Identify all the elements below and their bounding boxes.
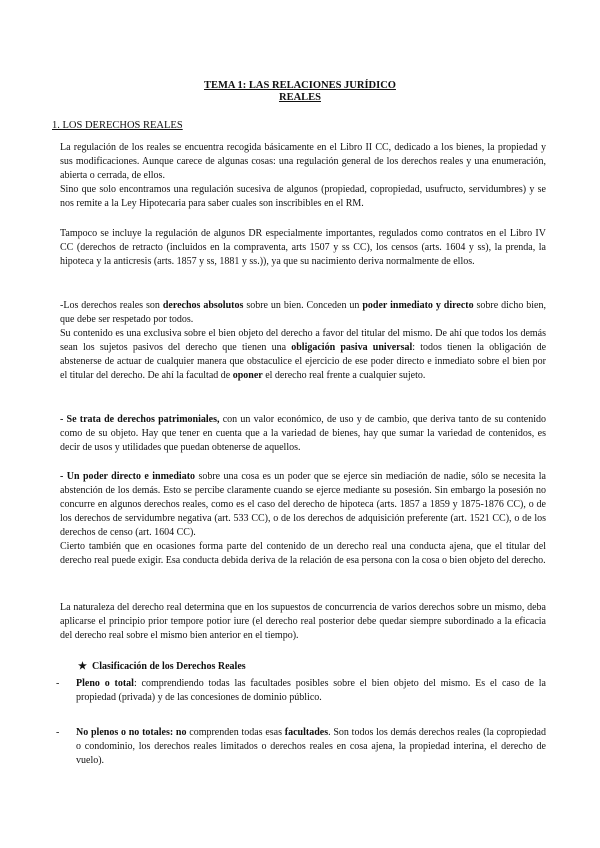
paragraph-text: La regulación de los reales se encuentra recogida básicamente en el Libro II CC, dedicado a los bienes, la propiedad y sus modificaciones. Aunque carece de algunas cosas: una regulación general de los derechos reales y una enumeración, abierta o cerrada, de ellos.: [60, 142, 546, 181]
paragraph-text: -Los derechos reales son derechos absolutos sobre un bien. Conceden un poder inmediato y directo sobre dicho bien, que debe ser respetado por todos.: [60, 300, 546, 325]
dash-icon: -: [56, 678, 60, 689]
paragraph-text: Sino que solo encontramos una regulación sucesiva de algunos (propiedad, copropiedad, usufructo, servidumbres) y se nos remite a la Ley Hipotecaria para saber cuales son inscribibles en el RM.: [60, 184, 546, 209]
list-item: [56, 677, 546, 705]
document-title: TEMA 1: LAS RELACIONES JURÍDICO: [204, 80, 396, 91]
paragraph-text: - Se trata de derechos patrimoniales, con un valor económico, de uso y de cambio, que deriva tanto de su contenido como de su objeto. Hay que tener en cuenta que a la variedad de bienes, hay que sumar la variedad de contenidos, es decir de usos y utilidades que puedan obtenerse de aquellos.: [60, 414, 547, 453]
paragraph-text: - Un poder directo e inmediato sobre una cosa es un poder que se ejerce sin mediación de nadie, sólo se necesita la abstención de los demás. Esto se percibe claramente cuando se ejerce mediante su posesión. Sin embargo la posesión no concurre en algunos derechos reales, como es el caso del derecho de hipoteca (arts. 1857 a 1859 y 1875-1876 CC), o de los derechos de servidumbre negativa (art. 533 CC), o de los derechos de adquisición preferente (art. 1521 CC), o de los derechos de censo (art. 1604 CC).: [60, 471, 546, 538]
paragraph-direct-power: [60, 470, 546, 568]
dash-icon: -: [56, 727, 60, 738]
paragraph-text: Su contenido es una exclusiva sobre el bien objeto del derecho a favor del titular del mismo. De ahí que todos los demás sean los sujetos pasivos del derecho que tienen una obligación pasiva universal: todos tienen la obligación de abstenerse de actuar de cualquier manera que obstaculice el ejercicio de ese poder directo e inmediato sobre el bien por el titular del derecho. De ahí la facultad de oponer el derecho real frente a cualquier sujeto.: [60, 328, 547, 381]
star-icon: ★: [78, 661, 87, 672]
paragraph-patrimonial: [60, 413, 546, 455]
paragraph-text: Cierto también que en ocasiones forma parte del contenido de un derecho real una conducta ajena, que el titular del derecho real puede exigir. Esa conducta debida deriva de la relación de esa persona con la cosa o bien objeto del derecho.: [60, 541, 546, 566]
paragraph-text: Tampoco se incluye la regulación de algunos DR especialmente importantes, regulados como contratos en el Libro IV CC (derechos de retracto (incluidos en la compraventa, arts 1507 y ss CC), los censos (arts. 1604 y ss), la prenda, la hipoteca y la anticresis (arts. 1857 y ss, 1881 y ss.)), ya que su nacimiento deriva normalmente de ellos.: [60, 228, 546, 267]
document-title-line2: REALES: [278, 92, 321, 103]
paragraph-absolute-rights: [60, 299, 546, 383]
paragraph-nature: [60, 601, 546, 643]
paragraph-contracts: [60, 227, 546, 269]
list-item-text: Pleno o total: comprendiendo todas las facultades posibles sobre el bien objeto del mismo. Es el caso de la propiedad (privada) y de las concesiones de dominio público.: [76, 678, 546, 703]
paragraph-regulation: [60, 141, 546, 211]
list-item-text: No plenos o no totales: no comprenden todas esas facultades. Son todos los demás derechos reales (la copropiedad o condominio, los derechos reales limitados o derechos reales en cosa ajena, la propiedad interina, el derecho de vuelo).: [76, 727, 546, 766]
section-heading: 1. LOS DERECHOS REALES: [52, 120, 183, 131]
paragraph-text: La naturaleza del derecho real determina que en los supuestos de concurrencia de varios derechos sobre un mismo, deba aplicarse el principio prior tempore potior iure (el derecho real posterior debe quedar siempre subordinado a la eficacia del derecho real sobre el mismo bien anterior en el tiempo).: [60, 602, 546, 641]
classification-heading: ★ Clasificación de los Derechos Reales: [78, 661, 246, 672]
list-item: [56, 726, 546, 768]
